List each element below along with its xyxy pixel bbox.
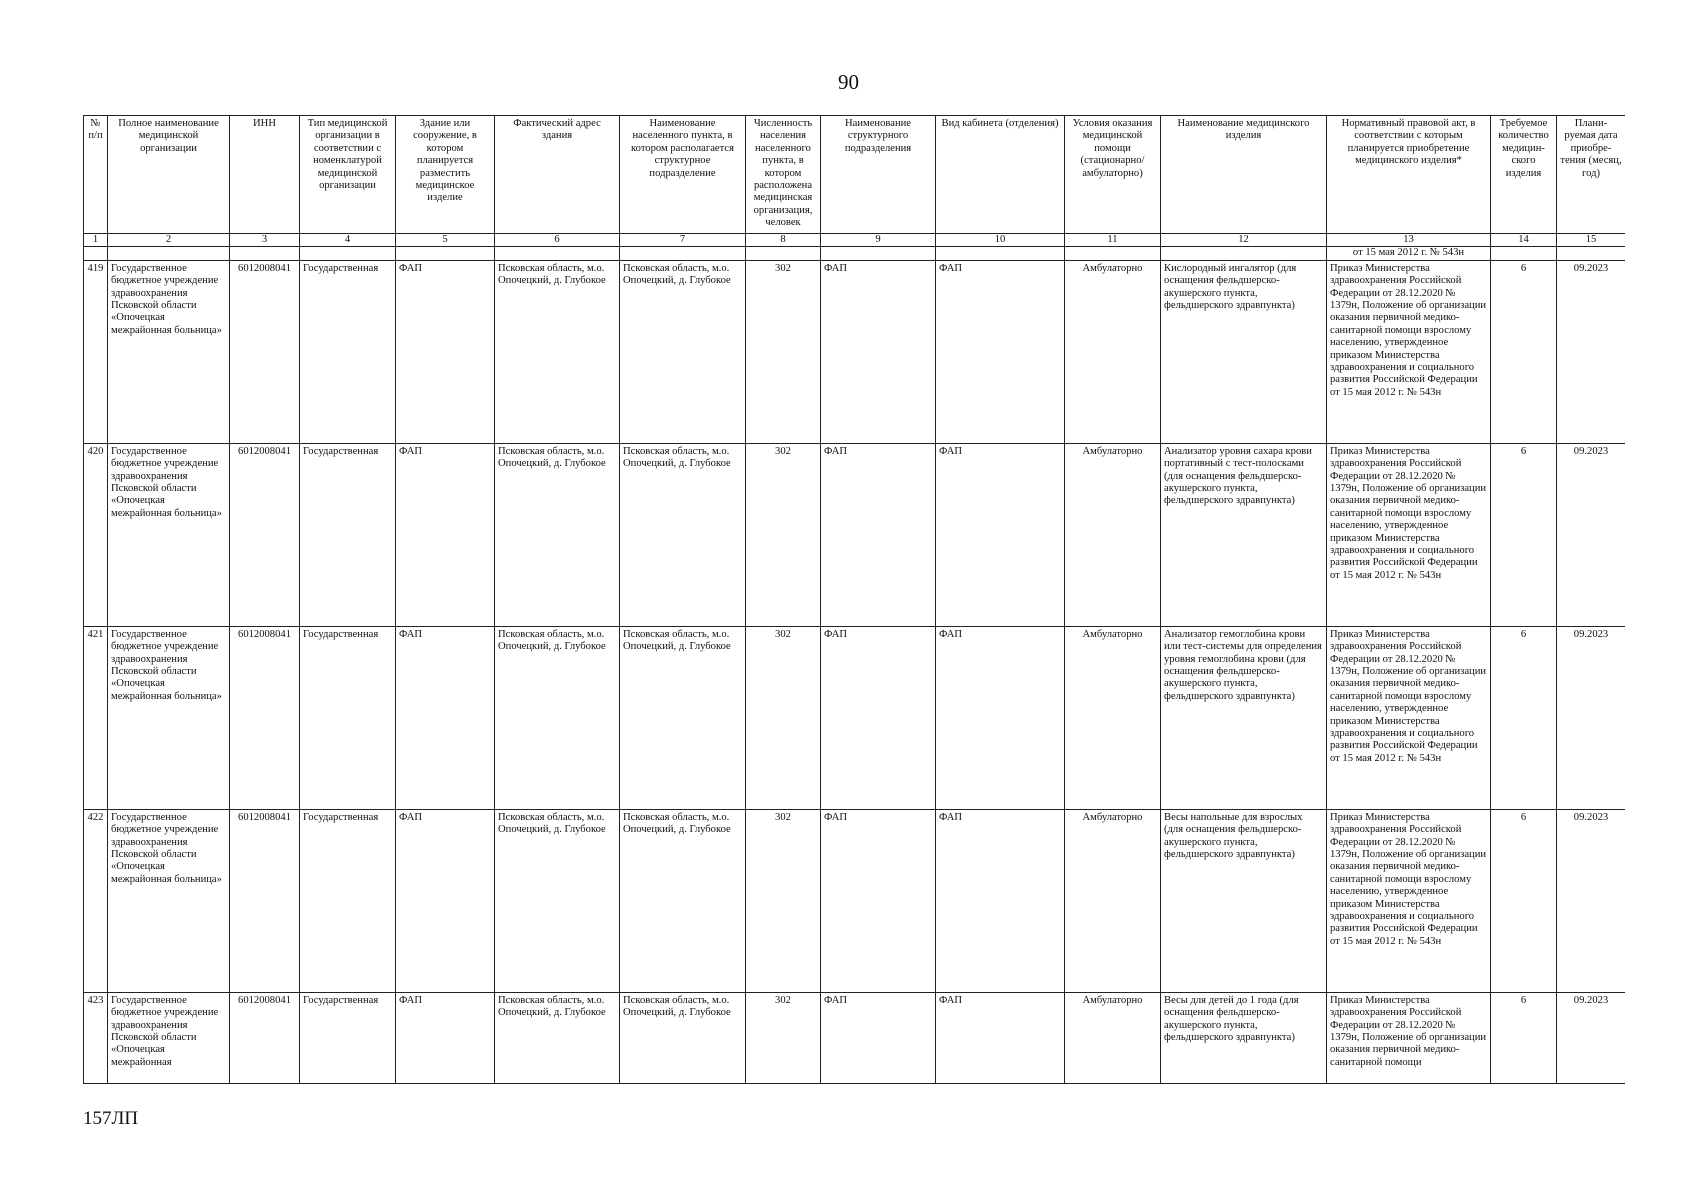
column-header: Плани-руемая дата приобре-тения (месяц, год)	[1557, 116, 1626, 234]
column-number: 8	[746, 234, 821, 247]
column-header: Условия оказания медицинской помощи (стационарно/ амбулаторно)	[1065, 116, 1161, 234]
column-number: 2	[108, 234, 230, 247]
page-number: 90	[838, 70, 859, 94]
date-cell: 09.2023	[1557, 992, 1626, 1083]
inn-cell: 6012008041	[230, 809, 300, 992]
unit-cell: ФАП	[821, 443, 936, 626]
cabinet-cell: ФАП	[936, 626, 1065, 809]
table-row	[84, 443, 1626, 626]
column-number: 9	[821, 234, 936, 247]
address-cell: Псковская область, м.о. Опочецкий, д. Глубокое	[495, 443, 620, 626]
date-cell: 09.2023	[1557, 260, 1626, 443]
device-cell: Кислородный ингалятор (для оснащения фельдшерско-акушерского пункта, фельдшерского здравпункта)	[1161, 260, 1327, 443]
organization-type: Государственная	[300, 809, 396, 992]
column-header: Численность населения населенного пункта, в котором расположена медицинская организация, человек	[746, 116, 821, 234]
building-cell: ФАП	[396, 809, 495, 992]
conditions-cell: Амбулаторно	[1065, 443, 1161, 626]
organization-type: Государственная	[300, 443, 396, 626]
column-number: 6	[495, 234, 620, 247]
quantity-cell: 6	[1491, 260, 1557, 443]
inn-cell: 6012008041	[230, 992, 300, 1083]
address-cell: Псковская область, м.о. Опочецкий, д. Глубокое	[495, 626, 620, 809]
building-cell: ФАП	[396, 992, 495, 1083]
column-number: 12	[1161, 234, 1327, 247]
organization-type: Государственная	[300, 260, 396, 443]
column-header: Наименование структурного подразделения	[821, 116, 936, 234]
continuation-row	[84, 247, 1626, 260]
legal-act-cell: Приказ Министерства здравоохранения Российской Федерации от 28.12.2020 № 1379н, Положение об организации оказания первичной медико-санитарной помощи взрослому населению, утвержденное приказом Министерства здравоохранения и социального развития Российской Федерации от 15 мая 2012 г. № 543н	[1327, 809, 1491, 992]
column-header: Наименование населенного пункта, в котором располагается структурное подразделение	[620, 116, 746, 234]
column-number: 1	[84, 234, 108, 247]
settlement-cell: Псковская область, м.о. Опочецкий, д. Глубокое	[620, 809, 746, 992]
unit-cell: ФАП	[821, 626, 936, 809]
address-cell: Псковская область, м.о. Опочецкий, д. Глубокое	[495, 992, 620, 1083]
conditions-cell: Амбулаторно	[1065, 260, 1161, 443]
column-header: № п/п	[84, 116, 108, 234]
row-number: 420	[84, 443, 108, 626]
cabinet-cell: ФАП	[936, 992, 1065, 1083]
column-header: Требуемое количество медицин-ского изделия	[1491, 116, 1557, 234]
address-cell: Псковская область, м.о. Опочецкий, д. Глубокое	[495, 809, 620, 992]
building-cell: ФАП	[396, 626, 495, 809]
legal-act-cell: Приказ Министерства здравоохранения Российской Федерации от 28.12.2020 № 1379н, Положение об организации оказания первичной медико-санитарной помощи взрослому населению, утвержденное приказом Министерства здравоохранения и социального развития Российской Федерации от 15 мая 2012 г. № 543н	[1327, 443, 1491, 626]
quantity-cell: 6	[1491, 992, 1557, 1083]
conditions-cell: Амбулаторно	[1065, 992, 1161, 1083]
date-cell: 09.2023	[1557, 809, 1626, 992]
conditions-cell: Амбулаторно	[1065, 626, 1161, 809]
population-cell: 302	[746, 992, 821, 1083]
quantity-cell: 6	[1491, 626, 1557, 809]
device-cell: Анализатор гемоглобина крови или тест-системы для определения уровня гемоглобина крови (для оснащения фельдшерско-акушерского пункта, фельдшерского здравпункта)	[1161, 626, 1327, 809]
device-cell: Анализатор уровня сахара крови портативный с тест-полосками (для оснащения фельдшерско-акушерского пункта, фельдшерского здравпункта)	[1161, 443, 1327, 626]
population-cell: 302	[746, 809, 821, 992]
column-number: 15	[1557, 234, 1626, 247]
unit-cell: ФАП	[821, 260, 936, 443]
cabinet-cell: ФАП	[936, 260, 1065, 443]
building-cell: ФАП	[396, 260, 495, 443]
date-cell: 09.2023	[1557, 443, 1626, 626]
column-header: ИНН	[230, 116, 300, 234]
device-cell: Весы напольные для взрослых (для оснащения фельдшерско-акушерского пункта, фельдшерского здравпункта)	[1161, 809, 1327, 992]
column-header: Тип медицинской организации в соответствии с номенклатурой медицинской организации	[300, 116, 396, 234]
address-cell: Псковская область, м.о. Опочецкий, д. Глубокое	[495, 260, 620, 443]
column-number: 11	[1065, 234, 1161, 247]
building-cell: ФАП	[396, 443, 495, 626]
population-cell: 302	[746, 260, 821, 443]
organization-name: Государственное бюджетное учреждение здравоохранения Псковской области «Опочецкая межрайонная	[108, 992, 230, 1083]
organization-name: Государственное бюджетное учреждение здравоохранения Псковской области «Опочецкая межрайонная больница»	[108, 809, 230, 992]
inn-cell: 6012008041	[230, 626, 300, 809]
unit-cell: ФАП	[821, 809, 936, 992]
settlement-cell: Псковская область, м.о. Опочецкий, д. Глубокое	[620, 992, 746, 1083]
equipment-table	[83, 115, 1625, 1084]
column-number: 4	[300, 234, 396, 247]
date-cell: 09.2023	[1557, 626, 1626, 809]
column-header: Нормативный правовой акт, в соответствии с которым планируется приобретение медицинского изделия*	[1327, 116, 1491, 234]
column-number: 7	[620, 234, 746, 247]
inn-cell: 6012008041	[230, 443, 300, 626]
equipment-table-container	[83, 115, 1625, 1097]
organization-type: Государственная	[300, 992, 396, 1083]
organization-name: Государственное бюджетное учреждение здравоохранения Псковской области «Опочецкая межрайонная больница»	[108, 260, 230, 443]
column-number-row	[84, 234, 1626, 247]
column-header: Здание или сооружение, в котором планируется разместить медицинское изделие	[396, 116, 495, 234]
table-row	[84, 809, 1626, 992]
column-header: Наименование медицинского изделия	[1161, 116, 1327, 234]
table-header-row	[84, 116, 1626, 234]
inn-cell: 6012008041	[230, 260, 300, 443]
legal-act-cell: Приказ Министерства здравоохранения Российской Федерации от 28.12.2020 № 1379н, Положение об организации оказания первичной медико-санитарной помощи взрослому населению, утвержденное приказом Министерства здравоохранения и социального развития Российской Федерации от 15 мая 2012 г. № 543н	[1327, 260, 1491, 443]
column-header: Вид кабинета (отделения)	[936, 116, 1065, 234]
column-number: 3	[230, 234, 300, 247]
cabinet-cell: ФАП	[936, 809, 1065, 992]
population-cell: 302	[746, 626, 821, 809]
document-code: 157ЛП	[83, 1108, 139, 1129]
settlement-cell: Псковская область, м.о. Опочецкий, д. Глубокое	[620, 443, 746, 626]
continuation-text: от 15 мая 2012 г. № 543н	[1327, 247, 1491, 260]
organization-name: Государственное бюджетное учреждение здравоохранения Псковской области «Опочецкая межрайонная больница»	[108, 443, 230, 626]
column-number: 5	[396, 234, 495, 247]
unit-cell: ФАП	[821, 992, 936, 1083]
row-number: 421	[84, 626, 108, 809]
settlement-cell: Псковская область, м.о. Опочецкий, д. Глубокое	[620, 626, 746, 809]
column-header: Полное наименование медицинской организации	[108, 116, 230, 234]
quantity-cell: 6	[1491, 443, 1557, 626]
organization-name: Государственное бюджетное учреждение здравоохранения Псковской области «Опочецкая межрайонная больница»	[108, 626, 230, 809]
organization-type: Государственная	[300, 626, 396, 809]
legal-act-cell: Приказ Министерства здравоохранения Российской Федерации от 28.12.2020 № 1379н, Положение об организации оказания первичной медико-санитарной помощи взрослому населению, утвержденное приказом Министерства здравоохранения и социального развития Российской Федерации от 15 мая 2012 г. № 543н	[1327, 626, 1491, 809]
table-row	[84, 626, 1626, 809]
column-header: Фактический адрес здания	[495, 116, 620, 234]
settlement-cell: Псковская область, м.о. Опочецкий, д. Глубокое	[620, 260, 746, 443]
row-number: 422	[84, 809, 108, 992]
population-cell: 302	[746, 443, 821, 626]
cabinet-cell: ФАП	[936, 443, 1065, 626]
device-cell: Весы для детей до 1 года (для оснащения фельдшерско-акушерского пункта, фельдшерского здравпункта)	[1161, 992, 1327, 1083]
row-number: 419	[84, 260, 108, 443]
table-row	[84, 992, 1626, 1083]
column-number: 14	[1491, 234, 1557, 247]
quantity-cell: 6	[1491, 809, 1557, 992]
row-number: 423	[84, 992, 108, 1083]
legal-act-cell: Приказ Министерства здравоохранения Российской Федерации от 28.12.2020 № 1379н, Положение об организации оказания первичной медико-санитарной помощи	[1327, 992, 1491, 1083]
conditions-cell: Амбулаторно	[1065, 809, 1161, 992]
column-number: 13	[1327, 234, 1491, 247]
column-number: 10	[936, 234, 1065, 247]
table-row	[84, 260, 1626, 443]
